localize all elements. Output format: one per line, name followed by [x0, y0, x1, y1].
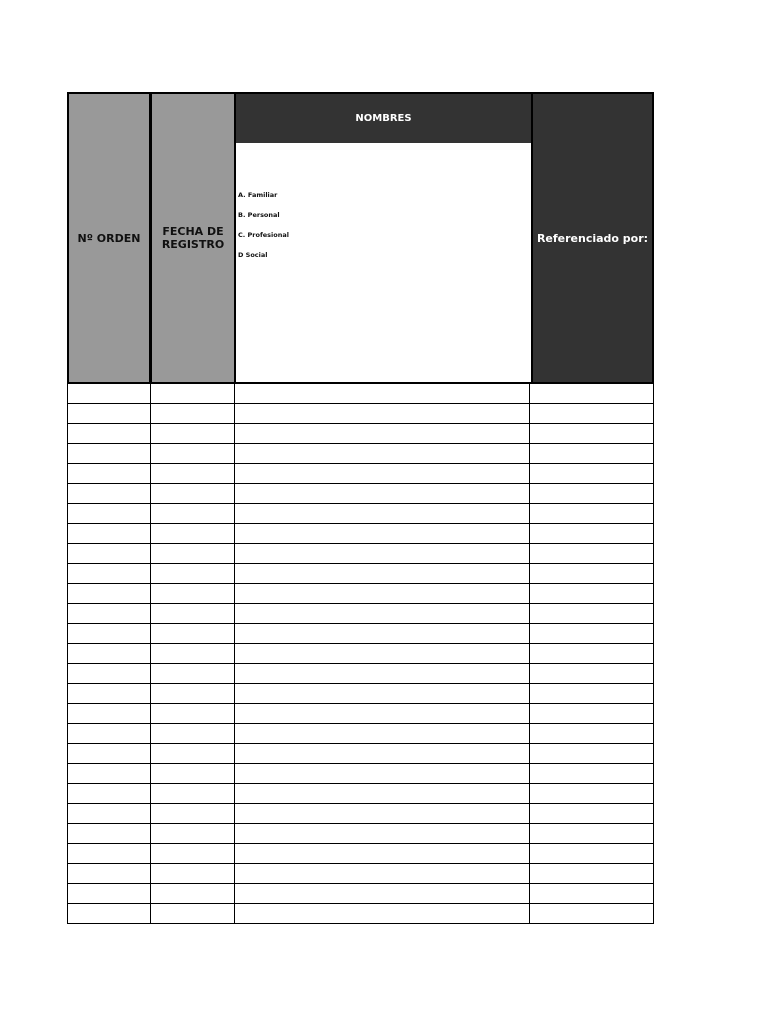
- cell-orden: [68, 584, 151, 603]
- cell-fecha: [151, 484, 235, 503]
- cell-referenciado: [530, 904, 653, 923]
- cell-nombre: [235, 544, 530, 563]
- cell-fecha: [151, 884, 235, 903]
- cell-referenciado: [530, 404, 653, 423]
- category-familiar: A. Familiar: [238, 191, 278, 199]
- cell-fecha: [151, 864, 235, 883]
- cell-orden: [68, 684, 151, 703]
- nombres-title: [236, 94, 531, 143]
- cell-fecha: [151, 784, 235, 803]
- cell-orden: [68, 904, 151, 923]
- table-row: [68, 444, 653, 464]
- cell-fecha: [151, 844, 235, 863]
- cell-referenciado: [530, 444, 653, 463]
- cell-referenciado: [530, 684, 653, 703]
- cell-nombre: [235, 884, 530, 903]
- cell-orden: [68, 844, 151, 863]
- cell-nombre: [235, 384, 530, 403]
- cell-nombre: [235, 504, 530, 523]
- cell-fecha: [151, 504, 235, 523]
- cell-fecha: [151, 684, 235, 703]
- cell-referenciado: [530, 724, 653, 743]
- header-nombres: [236, 94, 531, 382]
- cell-fecha: [151, 384, 235, 403]
- cell-orden: [68, 744, 151, 763]
- cell-nombre: [235, 584, 530, 603]
- cell-fecha: [151, 524, 235, 543]
- cell-nombre: [235, 704, 530, 723]
- table-row: [68, 644, 653, 664]
- cell-nombre: [235, 764, 530, 783]
- table-row: [68, 684, 653, 704]
- cell-orden: [68, 624, 151, 643]
- cell-nombre: [235, 724, 530, 743]
- cell-referenciado: [530, 464, 653, 483]
- cell-fecha: [151, 424, 235, 443]
- table-row: [68, 764, 653, 784]
- table-row: [68, 884, 653, 904]
- registro-table: [67, 92, 654, 924]
- table-row: [68, 704, 653, 724]
- header-referenciado: [531, 94, 652, 382]
- cell-nombre: [235, 464, 530, 483]
- header-referenciado-label: Referenciado por:: [536, 231, 649, 245]
- cell-fecha: [151, 904, 235, 923]
- cell-referenciado: [530, 424, 653, 443]
- table-header: [67, 92, 654, 384]
- cell-referenciado: [530, 804, 653, 823]
- cell-orden: [68, 784, 151, 803]
- cell-orden: [68, 764, 151, 783]
- cell-nombre: [235, 864, 530, 883]
- cell-nombre: [235, 664, 530, 683]
- table-row: [68, 844, 653, 864]
- cell-orden: [68, 884, 151, 903]
- cell-nombre: [235, 564, 530, 583]
- cell-referenciado: [530, 744, 653, 763]
- header-orden-label: Nº ORDEN: [77, 231, 141, 245]
- cell-orden: [68, 704, 151, 723]
- cell-fecha: [151, 664, 235, 683]
- table-row: [68, 564, 653, 584]
- table-row: [68, 484, 653, 504]
- cell-referenciado: [530, 624, 653, 643]
- table-row: [68, 404, 653, 424]
- cell-fecha: [151, 764, 235, 783]
- nombres-category-list: [236, 143, 531, 271]
- cell-orden: [68, 664, 151, 683]
- cell-referenciado: [530, 664, 653, 683]
- cell-nombre: [235, 824, 530, 843]
- cell-referenciado: [530, 864, 653, 883]
- category-personal: B. Personal: [238, 211, 280, 219]
- cell-nombre: [235, 804, 530, 823]
- cell-orden: [68, 524, 151, 543]
- table-row: [68, 864, 653, 884]
- cell-nombre: [235, 684, 530, 703]
- cell-fecha: [151, 644, 235, 663]
- header-fecha-line2: REGISTRO: [161, 238, 225, 251]
- table-row: [68, 784, 653, 804]
- cell-referenciado: [530, 504, 653, 523]
- cell-nombre: [235, 904, 530, 923]
- table-row: [68, 384, 653, 404]
- cell-referenciado: [530, 824, 653, 843]
- cell-orden: [68, 804, 151, 823]
- cell-referenciado: [530, 644, 653, 663]
- cell-fecha: [151, 564, 235, 583]
- cell-referenciado: [530, 604, 653, 623]
- table-row: [68, 424, 653, 444]
- header-orden: [69, 94, 152, 382]
- cell-fecha: [151, 444, 235, 463]
- cell-orden: [68, 504, 151, 523]
- cell-fecha: [151, 744, 235, 763]
- table-row: [68, 544, 653, 564]
- cell-nombre: [235, 624, 530, 643]
- cell-fecha: [151, 544, 235, 563]
- table-row: [68, 524, 653, 544]
- cell-orden: [68, 444, 151, 463]
- cell-nombre: [235, 604, 530, 623]
- cell-fecha: [151, 584, 235, 603]
- table-row: [68, 464, 653, 484]
- cell-referenciado: [530, 764, 653, 783]
- cell-nombre: [235, 444, 530, 463]
- cell-nombre: [235, 424, 530, 443]
- cell-orden: [68, 544, 151, 563]
- table-row: [68, 604, 653, 624]
- cell-fecha: [151, 624, 235, 643]
- table-row: [68, 584, 653, 604]
- table-body: [67, 384, 654, 924]
- cell-orden: [68, 424, 151, 443]
- table-row: [68, 744, 653, 764]
- table-row: [68, 804, 653, 824]
- table-row: [68, 664, 653, 684]
- cell-referenciado: [530, 384, 653, 403]
- cell-orden: [68, 564, 151, 583]
- cell-orden: [68, 644, 151, 663]
- category-social: D Social: [238, 251, 268, 259]
- cell-referenciado: [530, 584, 653, 603]
- cell-fecha: [151, 604, 235, 623]
- cell-fecha: [151, 804, 235, 823]
- cell-fecha: [151, 704, 235, 723]
- cell-orden: [68, 824, 151, 843]
- cell-orden: [68, 604, 151, 623]
- table-row: [68, 904, 653, 924]
- category-profesional: C. Profesional: [238, 231, 289, 239]
- cell-referenciado: [530, 564, 653, 583]
- cell-nombre: [235, 844, 530, 863]
- cell-referenciado: [530, 784, 653, 803]
- table-row: [68, 624, 653, 644]
- cell-referenciado: [530, 524, 653, 543]
- cell-fecha: [151, 404, 235, 423]
- cell-nombre: [235, 744, 530, 763]
- nombres-title-label: NOMBRES: [355, 113, 412, 124]
- cell-nombre: [235, 644, 530, 663]
- cell-referenciado: [530, 544, 653, 563]
- cell-referenciado: [530, 704, 653, 723]
- cell-referenciado: [530, 844, 653, 863]
- table-row: [68, 724, 653, 744]
- cell-fecha: [151, 724, 235, 743]
- cell-nombre: [235, 784, 530, 803]
- cell-fecha: [151, 464, 235, 483]
- cell-orden: [68, 484, 151, 503]
- cell-fecha: [151, 824, 235, 843]
- cell-orden: [68, 864, 151, 883]
- cell-nombre: [235, 484, 530, 503]
- cell-orden: [68, 464, 151, 483]
- cell-orden: [68, 384, 151, 403]
- header-fecha-registro: [152, 94, 236, 382]
- cell-nombre: [235, 404, 530, 423]
- header-fecha-line1: FECHA DE: [162, 225, 224, 238]
- cell-nombre: [235, 524, 530, 543]
- cell-orden: [68, 404, 151, 423]
- table-row: [68, 504, 653, 524]
- cell-orden: [68, 724, 151, 743]
- table-row: [68, 824, 653, 844]
- cell-referenciado: [530, 884, 653, 903]
- cell-referenciado: [530, 484, 653, 503]
